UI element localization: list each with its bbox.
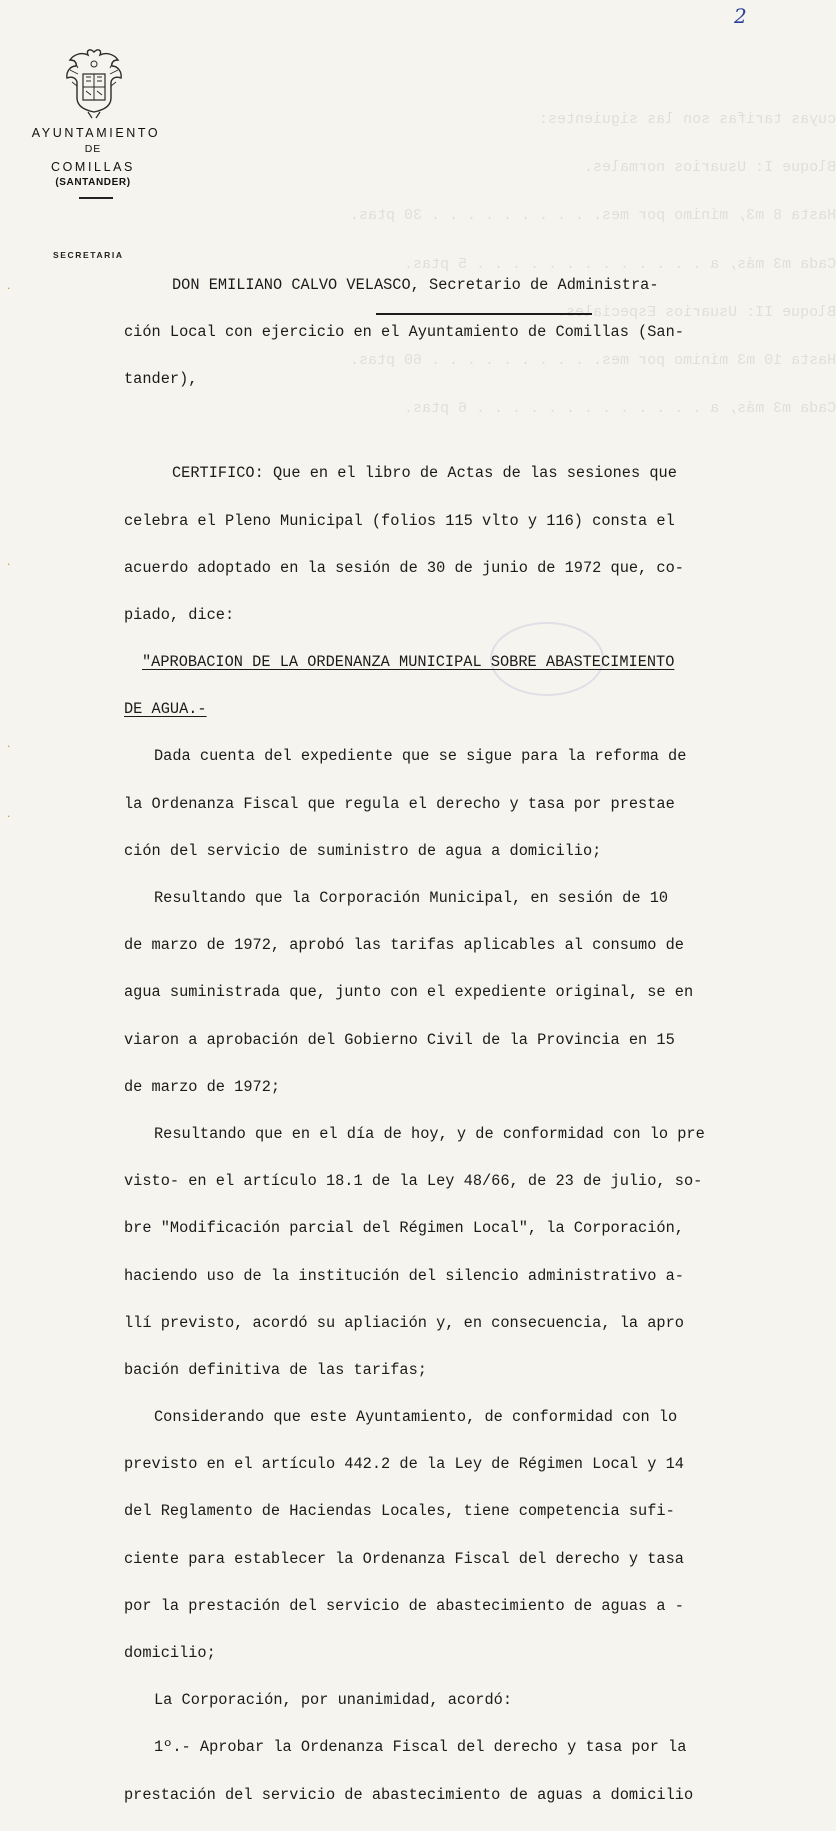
body-line: visto- en el artículo 18.1 de la Ley 48/66, de 23 de julio, so- <box>124 1172 703 1191</box>
margin-mark: · <box>6 284 12 294</box>
letterhead-comillas: COMILLAS <box>50 160 135 174</box>
document-body <box>124 250 724 1831</box>
body-line: la Ordenanza Fiscal que regula el derecho y tasa por prestae <box>124 794 675 813</box>
letterhead-ayuntamiento: AYUNTAMIENTO <box>31 126 161 140</box>
margin-mark: · <box>6 812 12 822</box>
body-line: 1º.- Aprobar la Ordenanza Fiscal del derecho y tasa por la <box>154 1738 687 1757</box>
body-line: agua suministrada que, junto con el expediente original, se en <box>124 983 694 1002</box>
body-line: tander), <box>124 369 198 388</box>
section-heading: DE AGUA.- <box>124 700 207 719</box>
body-line: de marzo de 1972; <box>124 1077 281 1096</box>
body-line: viaron a aprobación del Gobierno Civil de la Provincia en 15 <box>124 1030 675 1049</box>
bleed-line: Bloque I: Usuarios normales. <box>584 159 836 177</box>
coat-of-arms-crest <box>64 46 124 120</box>
body-line: Resultando que en el día de hoy, y de conformidad con lo pre <box>154 1124 705 1143</box>
margin-mark: · <box>6 560 12 570</box>
body-line: prestación del servicio de abastecimiento de aguas a domicilio <box>124 1785 694 1804</box>
body-line: haciendo uso de la institución del silencio administrativo a- <box>124 1266 684 1285</box>
body-line: Dada cuenta del expediente que se sigue para la reforma de <box>154 747 687 766</box>
body-line: celebra el Pleno Municipal (folios 115 vlto y 116) consta el <box>124 511 675 530</box>
body-line: del Reglamento de Haciendas Locales, tiene competencia sufi- <box>124 1502 675 1521</box>
body-line: Considerando que este Ayuntamiento, de conformidad con lo <box>154 1408 678 1427</box>
page-number: 2 <box>734 4 747 28</box>
bleed-line: Bloque II: Usuarios Especiales. <box>557 303 836 321</box>
bleed-line: Hasta 8 m3, mínimo por mes. . . . . . . . . . 30 ptas. <box>350 207 836 225</box>
fill-rule <box>376 313 592 315</box>
body-line: ción del servicio de suministro de agua a domicilio; <box>124 841 602 860</box>
bleed-line: Cada m3 más, a . . . . . . . . . . . . . 5 ptas. <box>404 255 836 273</box>
bleed-line: Cada m3 más, a . . . . . . . . . . . . . 6 ptas. <box>404 400 836 418</box>
body-line: bre "Modificación parcial del Régimen Local", la Corporación, <box>124 1219 684 1238</box>
bleed-line: cuyas tarifas son las siguientes: <box>539 111 836 129</box>
body-line: DON EMILIANO CALVO VELASCO, Secretario de Administra- <box>172 275 659 294</box>
letterhead-rule <box>79 197 113 199</box>
margin-mark: · <box>6 742 12 752</box>
body-line: por la prestación del servicio de abastecimiento de aguas a - <box>124 1596 684 1615</box>
body-line: ción Local con ejercicio en el Ayuntamiento de Comillas (San- <box>124 322 684 341</box>
body-line: llí previsto, acordó su apliación y, en consecuencia, la apro <box>124 1313 684 1332</box>
bleed-line: Hasta 10 m3 mínimo por mes. . . . . . . . . . 60 ptas. <box>350 352 836 370</box>
body-line: acuerdo adoptado en la sesión de 30 de junio de 1972 que, co- <box>124 558 684 577</box>
body-line: Resultando que la Corporación Municipal, en sesión de 10 <box>154 889 669 908</box>
body-line: domicilio; <box>124 1644 216 1663</box>
letterhead-de: DE <box>84 143 102 155</box>
body-line: ciente para establecer la Ordenanza Fiscal del derecho y tasa <box>124 1549 684 1568</box>
letterhead-province: (SANTANDER) <box>55 177 131 188</box>
body-line: previsto en el artículo 442.2 de la Ley de Régimen Local y 14 <box>124 1455 684 1474</box>
body-line: La Corporación, por unanimidad, acordó: <box>154 1691 513 1710</box>
section-heading: "APROBACION DE LA ORDENANZA MUNICIPAL SOBRE ABASTECIMIENTO <box>142 653 675 672</box>
department-label: SECRETARIA <box>53 250 124 260</box>
body-line: de marzo de 1972, aprobó las tarifas aplicables al consumo de <box>124 936 684 955</box>
body-line: bación definitiva de las tarifas; <box>124 1360 427 1379</box>
letterhead <box>0 126 186 199</box>
body-line: piado, dice: <box>124 605 235 624</box>
body-line: CERTIFICO: Que en el libro de Actas de las sesiones que <box>172 464 677 483</box>
